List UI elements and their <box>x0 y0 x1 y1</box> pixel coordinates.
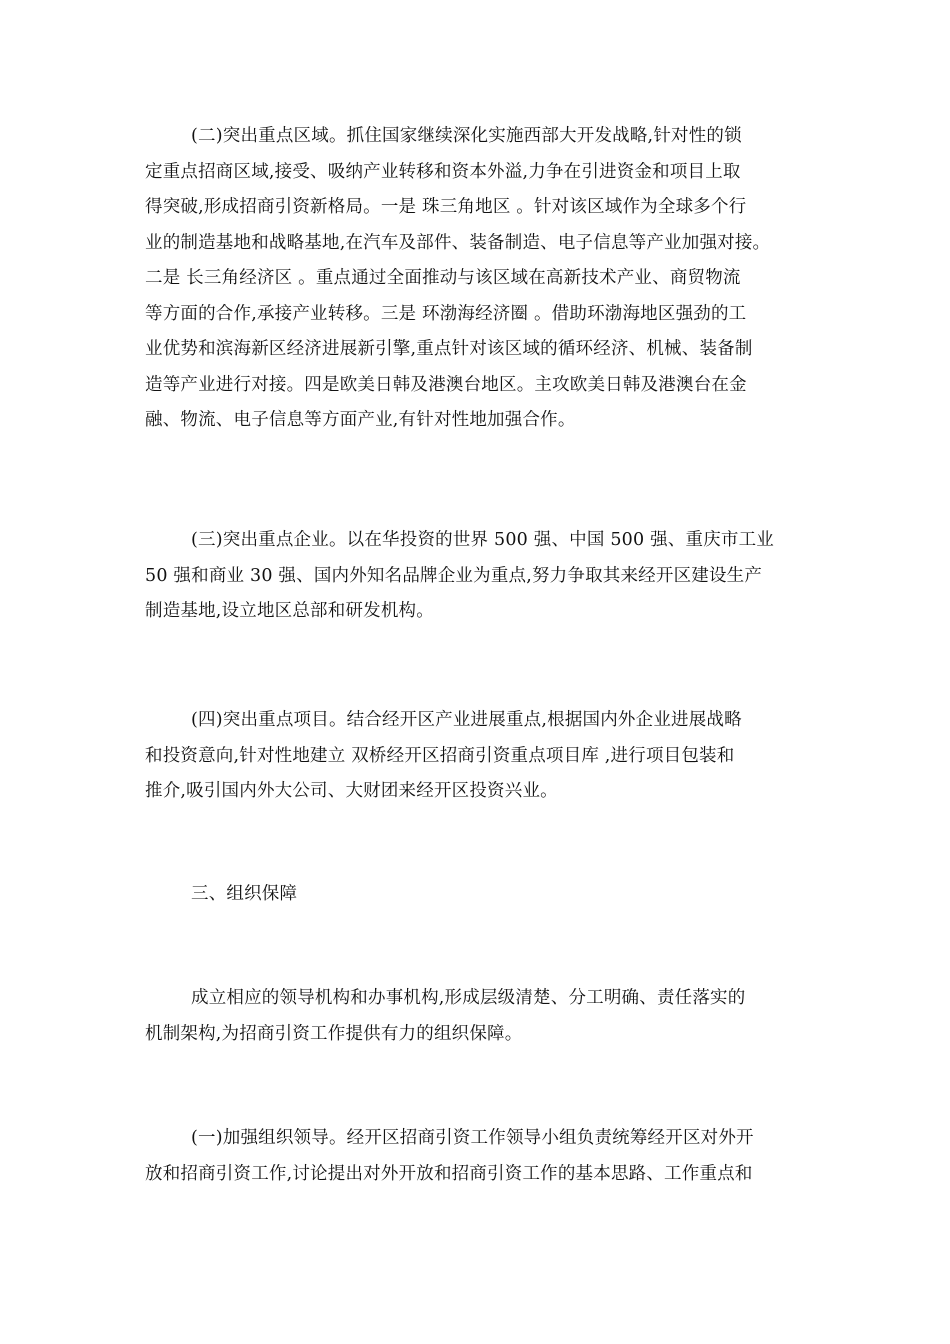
text-line: 业的制造基地和战略基地,在汽车及部件、装备制造、电子信息等产业加强对接。 <box>145 232 771 253</box>
text-line: 融、物流、电子信息等方面产业,有针对性地加强合作。 <box>145 410 576 430</box>
text-line: 二是 长三角经济区 。重点通过全面推动与该区域在高新技术产业、商贸物流 <box>145 268 741 288</box>
text-line: (三)突出重点企业。以在华投资的世界 500 强、中国 500 强、重庆市工业 <box>191 530 775 550</box>
text-line: 50 强和商业 30 强、国内外知名品牌企业为重点,努力争取其来经开区建设生产 <box>145 565 763 586</box>
text-line: 造等产业进行对接。四是欧美日韩及港澳台地区。主攻欧美日韩及港澳台在金 <box>145 374 747 395</box>
paragraph-leadership <box>145 1121 810 1192</box>
paragraph-organization-intro <box>145 981 810 1052</box>
text-line: 成立相应的领导机构和办事机构,形成层级清楚、分工明确、责任落实的 <box>191 988 746 1008</box>
text-line: 等方面的合作,承接产业转移。三是 环渤海经济圈 。借助环渤海地区强劲的工 <box>145 303 747 324</box>
text-line: (二)突出重点区域。抓住国家继续深化实施西部大开发战略,针对性的锁 <box>191 126 742 146</box>
text-line: 制造基地,设立地区总部和研发机构。 <box>145 601 434 621</box>
text-line: 得突破,形成招商引资新格局。一是 珠三角地区 。针对该区域作为全球多个行 <box>145 197 747 217</box>
text-line: 定重点招商区域,接受、吸纳产业转移和资本外溢,力争在引进资金和项目上取 <box>145 161 741 182</box>
paragraph-key-regions <box>145 119 810 439</box>
text-line: 机制架构,为招商引资工作提供有力的组织保障。 <box>145 1023 523 1044</box>
text-line: (四)突出重点项目。结合经开区产业进展重点,根据国内外企业进展战略 <box>191 710 742 730</box>
text-line: 推介,吸引国内外大公司、大财团来经开区投资兴业。 <box>145 781 558 801</box>
paragraph-key-projects <box>145 703 810 810</box>
paragraph-key-enterprises <box>145 523 810 630</box>
section-heading-organization <box>145 877 810 913</box>
section-heading: 三、组织保障 <box>191 884 298 904</box>
text-line: 业优势和滨海新区经济进展新引擎,重点针对该区域的循环经济、机械、装备制 <box>145 339 753 359</box>
text-line: 放和招商引资工作,讨论提出对外开放和招商引资工作的基本思路、工作重点和 <box>145 1163 753 1184</box>
text-line: (一)加强组织领导。经开区招商引资工作领导小组负责统筹经开区对外开 <box>191 1128 754 1148</box>
text-line: 和投资意向,针对性地建立 双桥经开区招商引资重点项目库 ,进行项目包装和 <box>145 745 735 766</box>
